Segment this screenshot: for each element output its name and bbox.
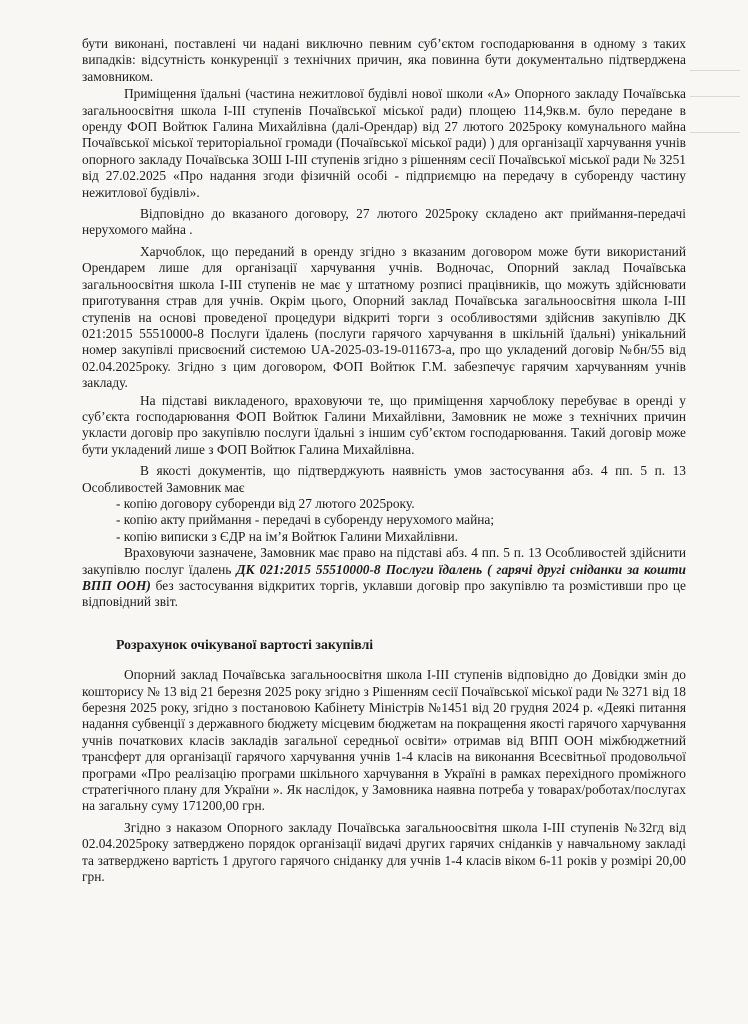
paragraph-right xyxy=(82,545,686,611)
paragraph-order: Згідно з наказом Опорного закладу Почаївська загальноосвітня школа І-ІІІ ступенів №32гд від 02.04.2025року затверджено порядок організації видачі других гарячих сніданків у навчальному закладі та затверджено вартість 1 другого гарячого сніданку для учнів 1-4 класів віком 6-11 років у розмірі 20,00 грн. xyxy=(82,819,686,885)
right-text-start: Враховуючи зазначене, Замовник має право на підставі абз. 4 пп. 5 п. 13 Особливостей здійснити закупівлю послуг їдалень xyxy=(82,545,686,577)
right-text-end: без застосування відкритих торгів, уклавши договір про закупівлю та розмістивши про це відповідний звіт. xyxy=(82,578,686,610)
paragraph-documents: В якості документів, що підтверджують наявність умов застосування абз. 4 пп. 5 п. 13 Особливостей Замовник має xyxy=(82,463,686,495)
procurement-subject: ДК 021:2015 55510000-8 Послуги їдалень ( гарячі другі сніданки за кошти ВПП ООН) xyxy=(82,561,686,593)
paragraph-intro: бути виконані, поставлені чи надані виключно певним суб’єктом господарювання в одному з таких випадків: відсутність конкуренції з технічних причин, яка повинна бути документально підтверджена замовником. xyxy=(82,36,686,84)
paragraph-premises: Приміщення їдальні (частина нежитлової будівлі нової школи «А» Опорного закладу Почаївська загальноосвітня школа І-ІІІ ступенів Почаївської міської ради) площею 114,9кв.м. було передане в оренду ФОП Войтюк Галина Михайлівна (далі-Орендар) від 27 лютого 2025року комунального майна Почаївської міської територіальної громади (Почаївської міської ради) ) для організації харчування учнів опорного закладу Почаївська ЗОШ І-ІІІ ступенів згідно з рішенням сесії Почаївської міської ради № 3251 від 27.02.2025 «Про надання згоди фізичній особі - підприємцю на передачу в суборенду частину нежитлової будівлі». xyxy=(82,86,686,200)
paragraph-conclusion: На підставі викладеного, враховуючи те, що приміщення харчоблоку перебуває в оренді у суб’єкта господарювання ФОП Войтюк Галини Михайлівни, Замовник не може з технічних причин укласти договір про закупівлю послуги їдальні з іншим суб’єктом господарювання. Такий договір може бути укладений лише з ФОП Войтюк Галина Михайлівна. xyxy=(82,392,686,457)
show-through-mark xyxy=(690,132,740,133)
paragraph-kitchen: Харчоблок, що переданий в оренду згідно з вказаним договором може бути використаний Орендарем лише для організації харчування учнів. Водночас, Опорний заклад Почаївська загальноосвітня школа І-ІІІ ступенів не має у штатному розписі працівників, що можуть здійснювати приготування страв для учнів. Окрім цього, Опорний заклад Почаївська загальноосвітня школа І-ІІІ ступенів на основі проведеної процедури відкриті торги з особливостями здійснив закупівлю ДК 021:2015 55510000-8 Послуги їдалень (послуги гарячого харчування в шкільній їдальні) унікальний номер закупівлі присвоєний системою UA-2025-03-19-011673-а, про що укладений договір №бн/55 від 02.04.2025року. Згідно з цим договором, ФОП Войтюк Г.М. забезпечує гарячим харчуванням учнів закладу. xyxy=(82,243,686,391)
document-list-item: - копію виписки з ЄДР на ім’я Войтюк Галини Михайлівни. xyxy=(116,528,458,544)
paragraph-budget: Опорний заклад Почаївська загальноосвітня школа І-ІІІ ступенів відповідно до Довідки змін до кошторису № 13 від 21 березня 2025 року згідно з Рішенням сесії Почаївської міської ради № 3271 від 18 березня 2025 року, згідно з постановою Кабінету Міністрів №1451 від 20 грудня 2024 р. «Деякі питання надання субвенції з державного бюджету місцевим бюджетам на покращення якості гарячого харчування учнів початкових класів закладів загальної середньої освіти» отримав від ВПП ООН міжбюджетний трансферт для організації гарячого харчування учнів 1-4 класів на виконання Всесвітньої продовольчої програми «Про реалізацію програми шкільного харчування в Україні в рамках перехідного проміжного стратегічного плану для України ». Як наслідок, у Замовника наявна потреба у товарах/роботах/послугах на загальну суму 171200,00 грн. xyxy=(82,667,686,814)
document-body xyxy=(82,36,686,886)
section-heading: Розрахунок очікуваної вартості закупівлі xyxy=(116,636,374,652)
show-through-mark xyxy=(690,96,740,97)
show-through-mark xyxy=(690,70,740,71)
paragraph-act: Відповідно до вказаного договору, 27 лютого 2025року складено акт приймання-передачі нерухомого майна . xyxy=(82,206,686,238)
document-list-item: - копію договору суборенди від 27 лютого 2025року. xyxy=(116,495,415,511)
document-list-item: - копію акту приймання - передачі в суборенду нерухомого майна; xyxy=(116,512,495,528)
